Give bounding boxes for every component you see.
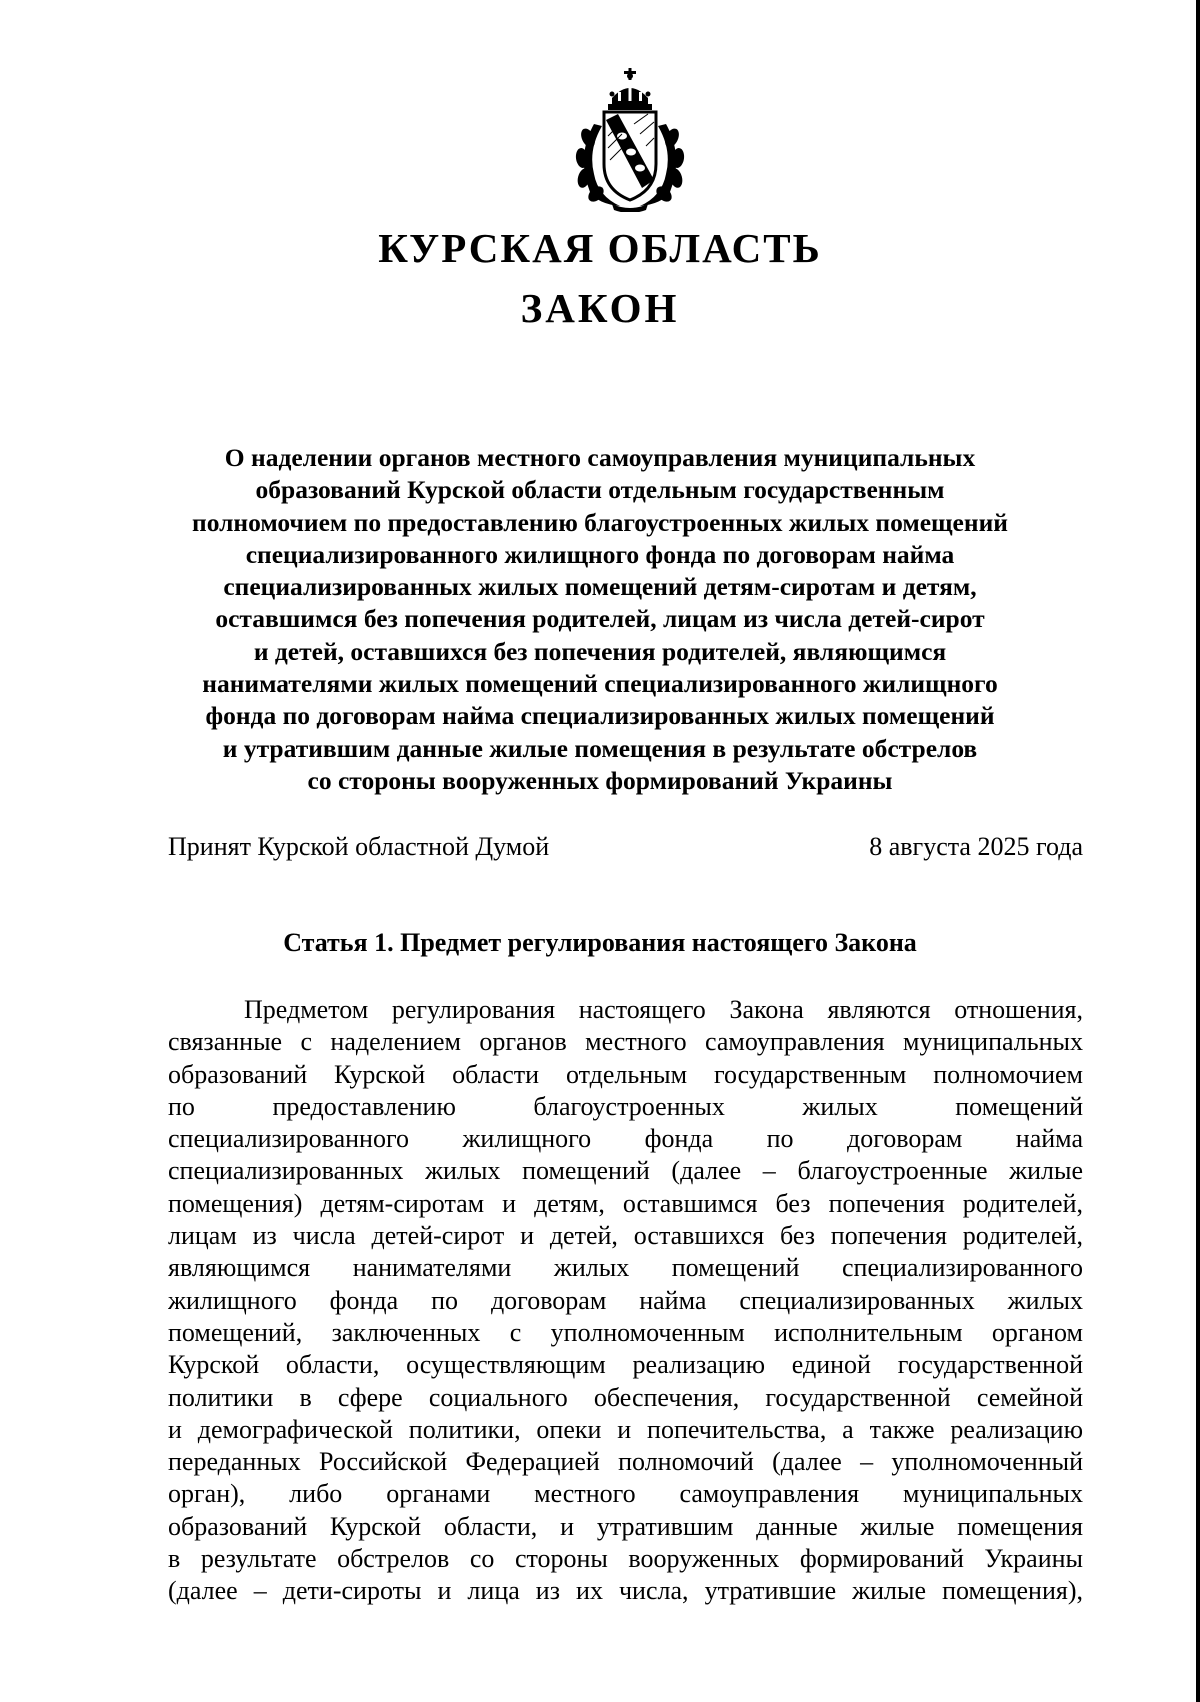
body-line: Курской области, осуществляющим реализацию единой государственной [168,1350,1083,1380]
law-title-line: оставшимся без попечения родителей, лицам из числа детей-сирот [215,604,985,634]
body-line: специализированного жилищного фонда по договорам найма [168,1124,1083,1154]
body-line: (далее – дети-сироты и лица из их числа, утратившие жилые помещения), [168,1576,1083,1606]
body-line: являющимся нанимателями жилых помещений специализированного [168,1253,1083,1283]
law-title-line: нанимателями жилых помещений специализированного жилищного [202,669,998,699]
body-line: и демографической политики, опеки и попечительства, а также реализацию [168,1414,1083,1444]
law-title-line: и утратившим данные жилые помещения в результате обстрелов [222,733,978,763]
law-title [150,442,1050,797]
law-title-line: О наделении органов местного самоуправления муниципальных [224,443,976,472]
law-title-line: специализированного жилищного фонда по договорам найма [245,539,955,569]
law-title-line: и детей, оставшихся без попечения родителей, являющимся [253,636,947,666]
body-line: образований Курской области, и утратившим данные жилые помещения [168,1511,1083,1541]
body-line: орган), либо органами местного самоуправления муниципальных [168,1479,1083,1509]
body-line: связанные с наделением органов местного самоуправления муниципальных [168,1027,1083,1057]
region-heading: КУРСКАЯ ОБЛАСТЬ [378,225,822,271]
law-title-line: образований Курской области отдельным государственным [255,475,945,505]
adopted-by: Принят Курской областной Думой [168,832,550,861]
kursk-coat-of-arms-icon [568,64,692,212]
body-line: помещений, заключенных с уполномоченным исполнительным органом [168,1317,1083,1347]
law-title-line: со стороны вооруженных формирований Украины [307,765,893,795]
body-line: переданных Российской Федерацией полномочий (далее – уполномоченный [168,1447,1083,1477]
adoption-date: 8 августа 2025 года [869,832,1083,861]
document-type-heading: ЗАКОН [520,285,680,331]
article-body [168,994,1083,1608]
law-title-line: фонда по договорам найма специализированных жилых помещений [205,701,995,731]
body-line: помещения) детям-сиротам и детям, оставшимся без попечения родителей, [168,1188,1083,1218]
body-line: специализированных жилых помещений (далее – благоустроенные жилые [168,1156,1083,1186]
body-line: Предметом регулирования настоящего Закона являются отношения, [244,995,1083,1024]
body-line: жилищного фонда по договорам найма специализированных жилых [168,1285,1083,1315]
body-line: лицам из числа детей-сирот и детей, оставшихся без попечения родителей, [168,1221,1083,1251]
body-line: образований Курской области отдельным государственным полномочием [168,1059,1083,1089]
article-heading: Статья 1. Предмет регулирования настоящего Закона [283,928,917,957]
body-line: политики в сфере социального обеспечения, государственной семейной [168,1382,1083,1412]
body-line: по предоставлению благоустроенных жилых помещений [168,1091,1083,1121]
law-title-line: специализированных жилых помещений детям-сиротам и детям, [223,572,977,602]
law-title-line: полномочием по предоставлению благоустроенных жилых помещений [192,507,1008,537]
body-line: в результате обстрелов со стороны вооруженных формирований Украины [168,1544,1083,1574]
